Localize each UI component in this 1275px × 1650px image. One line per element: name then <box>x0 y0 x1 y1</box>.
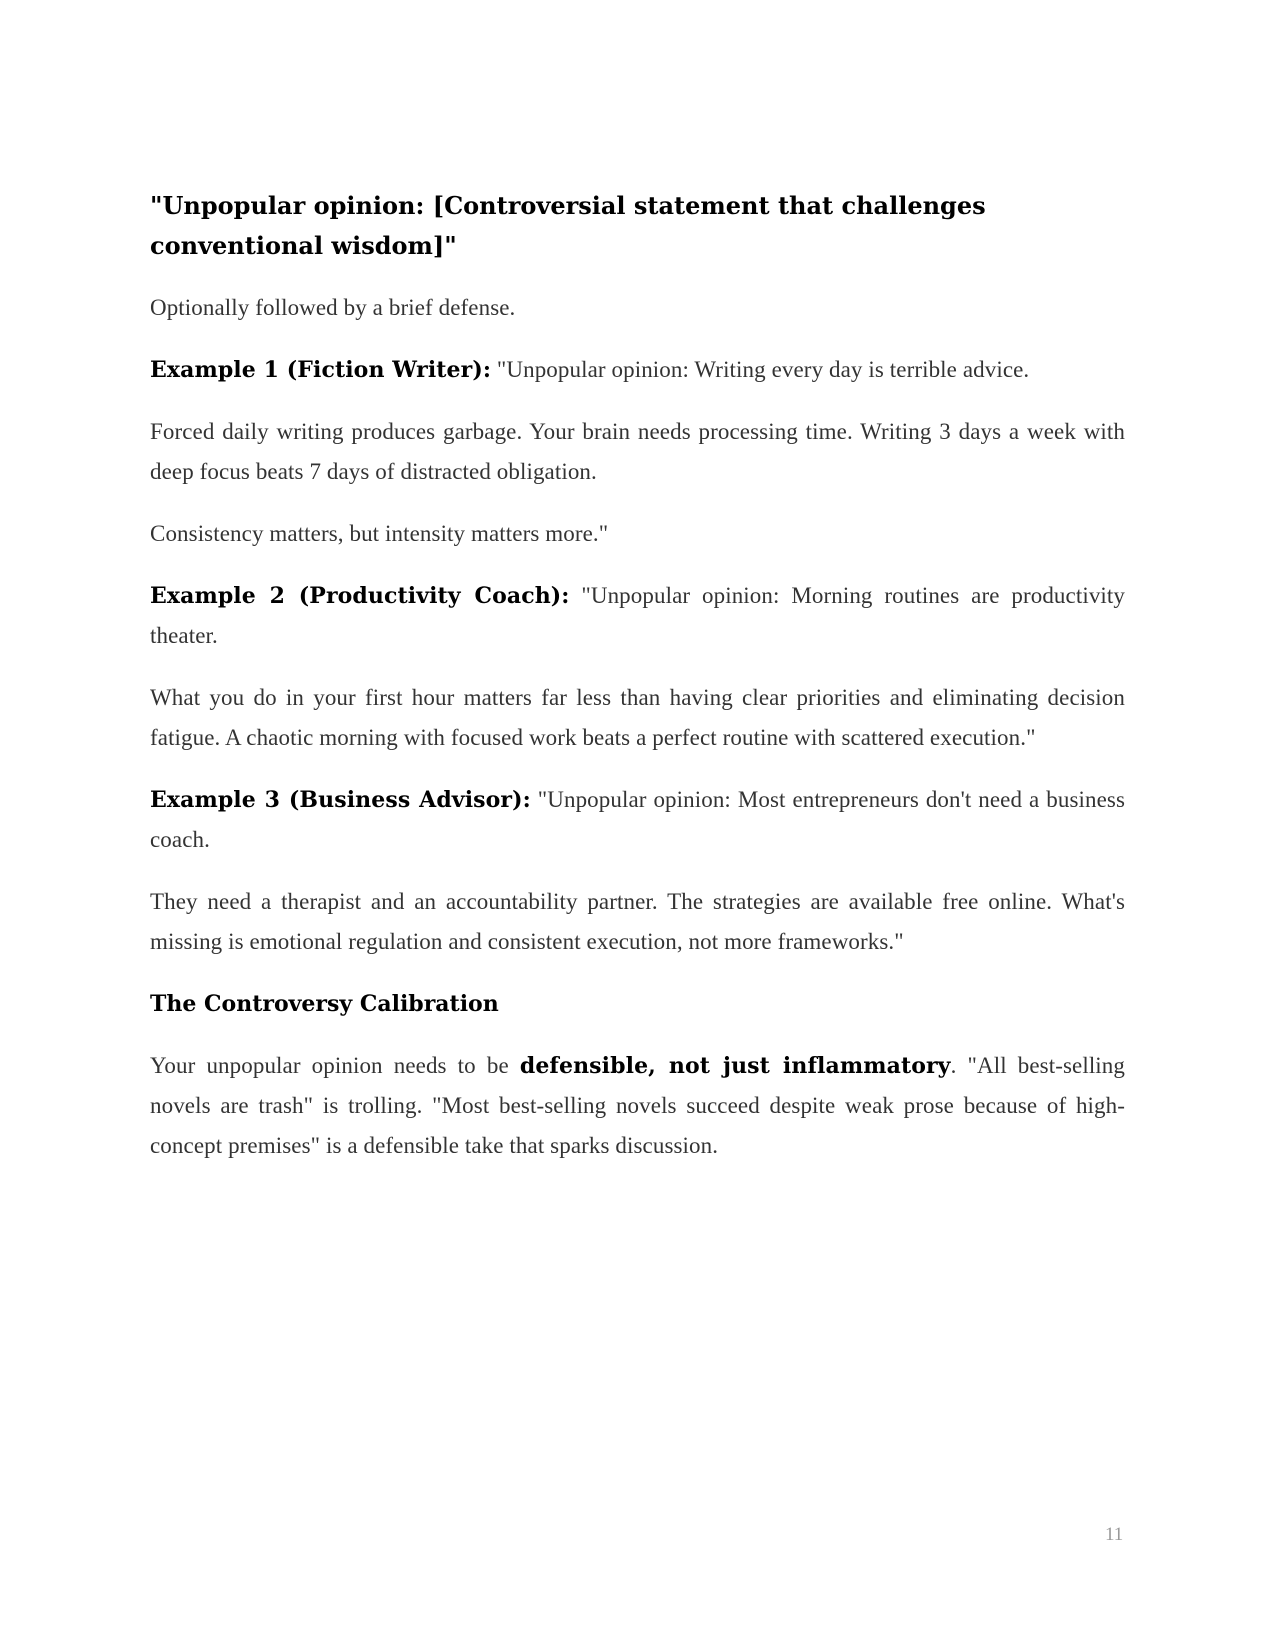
example-1-paragraph-1: Forced daily writing produces garbage. Your brain needs processing time. Writing 3 days a week with deep focus beats 7 days of distracted obligation. <box>150 419 1125 484</box>
example-2-lead-text: "Unpopular opinion: Morning routines are productivity theater. <box>150 583 1126 648</box>
example-3-lead-text: "Unpopular opinion: Most entrepreneurs don't need a business coach. <box>150 787 1125 852</box>
page-number: 11 <box>1105 1524 1124 1545</box>
example-1-lead <box>150 350 1125 390</box>
page-content <box>150 186 1125 1188</box>
example-3-lead <box>150 780 1125 860</box>
example-1-lead-text: "Unpopular opinion: Writing every day is terrible advice. <box>491 357 1030 382</box>
calibration-text-after: . "All best-selling novels are trash" is trolling. "Most best-selling novels succeed despite weak prose because of high-concept premises" is a defensible take that sparks discussion. <box>150 1053 1125 1158</box>
example-3-paragraph-1: They need a therapist and an accountability partner. The strategies are available free online. What's missing is emotional regulation and consistent execution, not more frameworks." <box>150 889 1125 954</box>
example-1-label: Example 1 (Fiction Writer): <box>150 357 492 383</box>
section-heading: The Controversy Calibration <box>150 991 499 1017</box>
example-2-lead <box>150 576 1125 656</box>
calibration-emphasis: defensible, not just inflammatory <box>519 1053 951 1079</box>
intro-paragraph: Optionally followed by a brief defense. <box>150 295 516 320</box>
template-title: "Unpopular opinion: [Controversial statement that challenges conventional wisdom]" <box>150 191 986 260</box>
example-3-label: Example 3 (Business Advisor): <box>150 787 531 813</box>
calibration-text-before: Your unpopular opinion needs to be <box>150 1053 520 1078</box>
calibration-paragraph <box>150 1046 1125 1166</box>
example-2-paragraph-1: What you do in your first hour matters far less than having clear priorities and eliminating decision fatigue. A chaotic morning with focused work beats a perfect routine with scattered execution." <box>150 685 1125 750</box>
example-1-paragraph-2: Consistency matters, but intensity matters more." <box>150 521 609 546</box>
example-2-label: Example 2 (Productivity Coach): <box>150 583 570 609</box>
